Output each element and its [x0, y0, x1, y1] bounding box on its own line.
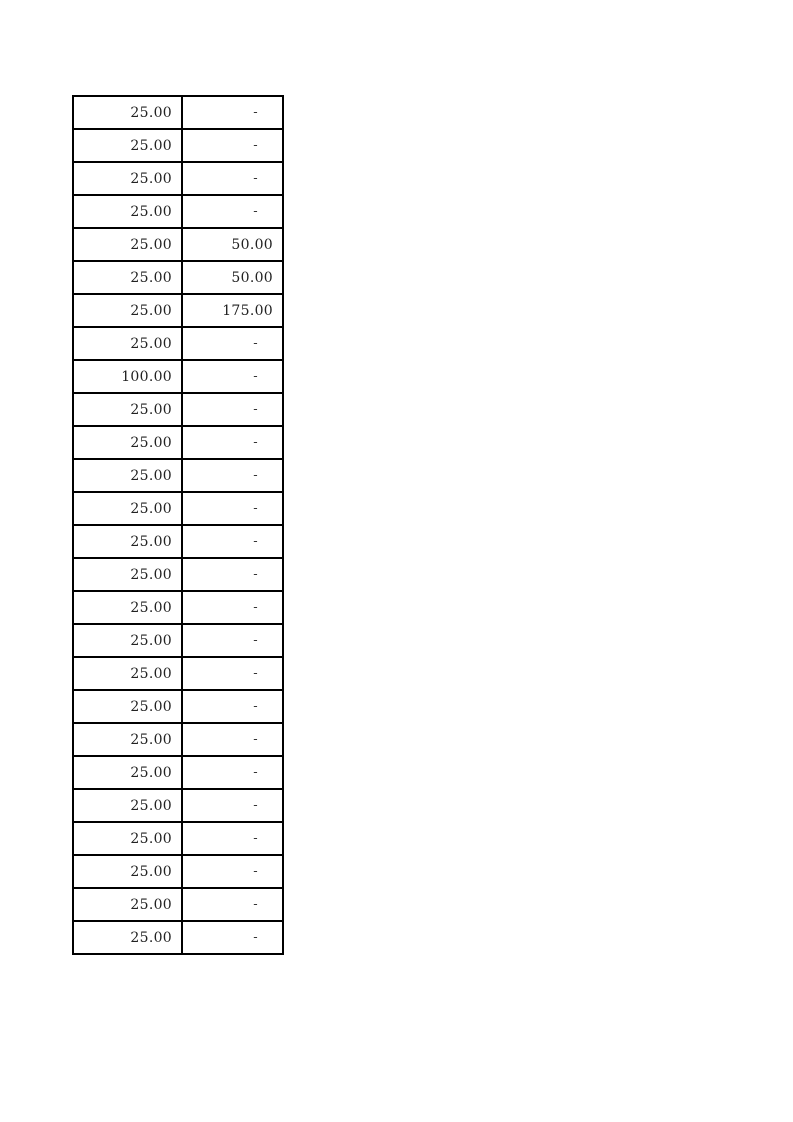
secondary-amount-cell: -: [182, 690, 283, 723]
amount-cell: 25.00: [73, 888, 182, 921]
secondary-amount-cell: -: [182, 756, 283, 789]
table-row: [73, 690, 283, 723]
secondary-amount-cell: -: [182, 591, 283, 624]
table-row: [73, 261, 283, 294]
secondary-amount-cell: 50.00: [182, 228, 283, 261]
secondary-amount-cell: -: [182, 624, 283, 657]
amount-cell: 25.00: [73, 426, 182, 459]
secondary-amount-cell: -: [182, 492, 283, 525]
secondary-amount-cell: -: [182, 789, 283, 822]
secondary-amount-cell: -: [182, 459, 283, 492]
secondary-amount-cell: -: [182, 96, 283, 129]
secondary-amount-cell: 50.00: [182, 261, 283, 294]
table-row: [73, 294, 283, 327]
amount-cell: 100.00: [73, 360, 182, 393]
amount-cell: 25.00: [73, 228, 182, 261]
amounts-table: [72, 95, 284, 955]
secondary-amount-cell: -: [182, 855, 283, 888]
table-row: [73, 228, 283, 261]
table-row: [73, 822, 283, 855]
amount-cell: 25.00: [73, 756, 182, 789]
secondary-amount-cell: -: [182, 162, 283, 195]
table-row: [73, 723, 283, 756]
table-row: [73, 327, 283, 360]
table-row: [73, 789, 283, 822]
table-row: [73, 756, 283, 789]
table-row: [73, 657, 283, 690]
table-row: [73, 195, 283, 228]
amount-cell: 25.00: [73, 822, 182, 855]
table-row: [73, 162, 283, 195]
amount-cell: 25.00: [73, 393, 182, 426]
secondary-amount-cell: -: [182, 558, 283, 591]
amount-cell: 25.00: [73, 591, 182, 624]
amount-cell: 25.00: [73, 459, 182, 492]
amount-cell: 25.00: [73, 261, 182, 294]
amount-cell: 25.00: [73, 723, 182, 756]
amount-cell: 25.00: [73, 96, 182, 129]
amount-cell: 25.00: [73, 327, 182, 360]
amount-cell: 25.00: [73, 492, 182, 525]
amount-cell: 25.00: [73, 558, 182, 591]
amount-cell: 25.00: [73, 525, 182, 558]
table-row: [73, 393, 283, 426]
table-row: [73, 129, 283, 162]
amount-cell: 25.00: [73, 657, 182, 690]
amount-cell: 25.00: [73, 690, 182, 723]
amount-cell: 25.00: [73, 294, 182, 327]
secondary-amount-cell: -: [182, 360, 283, 393]
secondary-amount-cell: -: [182, 888, 283, 921]
table-row: [73, 360, 283, 393]
amount-cell: 25.00: [73, 624, 182, 657]
amount-cell: 25.00: [73, 855, 182, 888]
table-row: [73, 426, 283, 459]
amount-cell: 25.00: [73, 789, 182, 822]
table-row: [73, 558, 283, 591]
amount-cell: 25.00: [73, 195, 182, 228]
table-row: [73, 624, 283, 657]
table-row: [73, 492, 283, 525]
amounts-table-body: [73, 96, 283, 954]
secondary-amount-cell: -: [182, 657, 283, 690]
amount-cell: 25.00: [73, 162, 182, 195]
secondary-amount-cell: -: [182, 921, 283, 954]
secondary-amount-cell: -: [182, 723, 283, 756]
secondary-amount-cell: -: [182, 195, 283, 228]
table-row: [73, 591, 283, 624]
secondary-amount-cell: -: [182, 525, 283, 558]
amount-cell: 25.00: [73, 129, 182, 162]
amount-cell: 25.00: [73, 921, 182, 954]
secondary-amount-cell: -: [182, 327, 283, 360]
secondary-amount-cell: -: [182, 822, 283, 855]
table-row: [73, 96, 283, 129]
table-row: [73, 459, 283, 492]
table-row: [73, 855, 283, 888]
secondary-amount-cell: -: [182, 129, 283, 162]
secondary-amount-cell: 175.00: [182, 294, 283, 327]
table-row: [73, 888, 283, 921]
secondary-amount-cell: -: [182, 393, 283, 426]
table-row: [73, 525, 283, 558]
table-row: [73, 921, 283, 954]
secondary-amount-cell: -: [182, 426, 283, 459]
